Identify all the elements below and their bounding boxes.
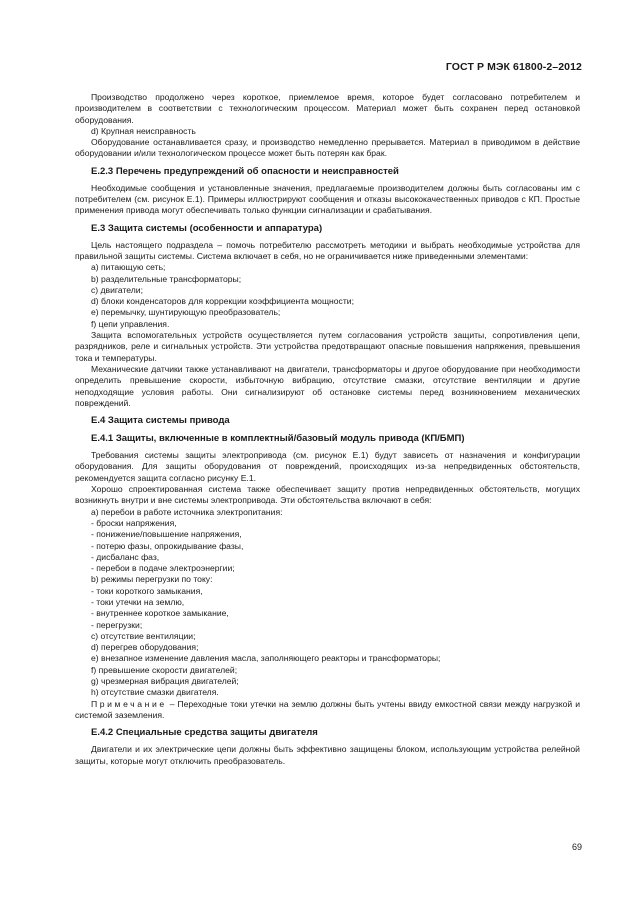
list-item: b) режимы перегрузки по току: [91,574,213,585]
note-label: Примечание [91,698,167,709]
section-heading-e41: Е.4.1 Защиты, включенные в комплектный/базовый модуль привода (КП/БМП) [91,433,465,445]
list-item: - внутреннее короткое замыкание, [91,608,229,619]
list-item: d) перегрев оборудования; [91,642,199,653]
page-number: 69 [571,842,582,852]
paragraph: Защита вспомогательных устройств осуществляется путем согласования устройств защиты, сопротивления цепи, разрядников, реле и сигнальных устройств. Эти устройства предотвращают опасные повышения напряжения, превышения тока и температуры. [75,330,580,363]
paragraph: Двигатели и их электрические цепи должны быть эффективно защищены блоком, использующим устройства релейной защиты, которые могут отключить преобразователь. [75,744,580,766]
list-item: - дисбаланс фаз, [91,551,160,562]
section-heading-e3: Е.3 Защита системы (особенности и аппаратура) [91,222,323,234]
paragraph: Производство продолжено через короткое, приемлемое время, которое будет согласовано потребителем и производителем в соответствии с технологическим процессом. Материал может быть сохранен перед остановкой оборудования. [75,92,580,125]
paragraph: Требования системы защиты электропривода (см. рисунок Е.1) будут зависеть от назначения и конфигурации оборудования. Для защиты оборудования от повреждений, происходящих из-за непредвиденных обстоятельств, рекомендуется защита согласно рисунку Е.1. [75,450,580,483]
note [75,699,580,722]
page-content [75,92,580,767]
paragraph: Необходимые сообщения и установленные значения, предлагаемые производителем должны быть согласованы им с потребителем (см. рисунок Е.1). Примеры иллюстрируют сообщения и отказы высококачественных приводов с КП. Простые применения привода могут обеспечивать только функции сигнализации и срабатывания. [75,182,580,216]
document-id: ГОСТ Р МЭК 61800-2–2012 [445,61,582,73]
note-text: – Переходные токи утечки на землю должны быть учтены ввиду емкостной связи между нагрузкой и системой заземления. [75,698,580,720]
list-item: c) отсутствие вентиляции; [91,630,196,641]
list-item: d) блоки конденсаторов для коррекции коэффициента мощности; [91,296,354,307]
section-heading-e23: Е.2.3 Перечень предупреждений об опасности и неисправностей [91,165,399,177]
list-item: e) внезапное изменение давления масла, заполняющего реакторы и трансформаторы; [91,653,441,664]
list-item: c) двигатели; [91,284,143,295]
paragraph: Механические датчики также устанавливают на двигатели, трансформаторы и другое оборудование при необходимости определить превышение скорости, избыточную вибрацию, отсутствие смазки, отсутствие вентиляции и другие неподходящие условия работы. Они сигнализируют об остановке системы перед возникновением механических повреждений. [75,363,580,408]
list-item: h) отсутствие смазки двигателя. [91,687,219,698]
section-heading-e42: Е.4.2 Специальные средства защиты двигателя [91,727,318,739]
list-item: - понижение/повышение напряжения, [91,529,242,540]
list-item: e) перемычку, шунтирующую преобразователь; [91,307,281,318]
list-item: а) питающую сеть; [91,262,166,273]
list-item: - потерю фазы, опрокидывание фазы, [91,540,244,551]
paragraph: Оборудование останавливается сразу, и производство немедленно прерывается. Материал в приводимом в действие оборудовании и/или технологическом процессе может быть потерян как брак. [75,137,580,159]
list-item: f) превышение скорости двигателей; [91,664,238,675]
list-item: - броски напряжения, [91,517,177,528]
list-item: - токи утечки на землю, [91,596,185,607]
list-item: - перебои в подаче электроэнергии; [91,563,235,574]
list-item: f) цепи управления. [91,318,170,329]
paragraph: Хорошо спроектированная система также обеспечивает защиту против непредвиденных обстоятельств, могущих возникнуть внутри и вне системы электропривода. Эти обстоятельства включают в себя: [75,484,580,506]
list-item: g) чрезмерная вибрация двигателей; [91,676,239,687]
list-item: а) перебои в работе источника электропитания: [91,506,283,517]
list-item: - перегрузки; [91,619,143,630]
paragraph: Цель настоящего подраздела – помочь потребителю рассмотреть методики и выбрать необходимые устройства для правильной защиты системы. Система включает в себя, но не ограничивается ниже приведенными элементами: [75,239,580,261]
section-heading-e4: Е.4 Защита системы привода [91,415,230,427]
list-item: b) разделительные трансформаторы; [91,273,242,284]
list-item: - токи короткого замыкания, [91,585,203,596]
list-item: d) Крупная неисправность [91,125,196,136]
